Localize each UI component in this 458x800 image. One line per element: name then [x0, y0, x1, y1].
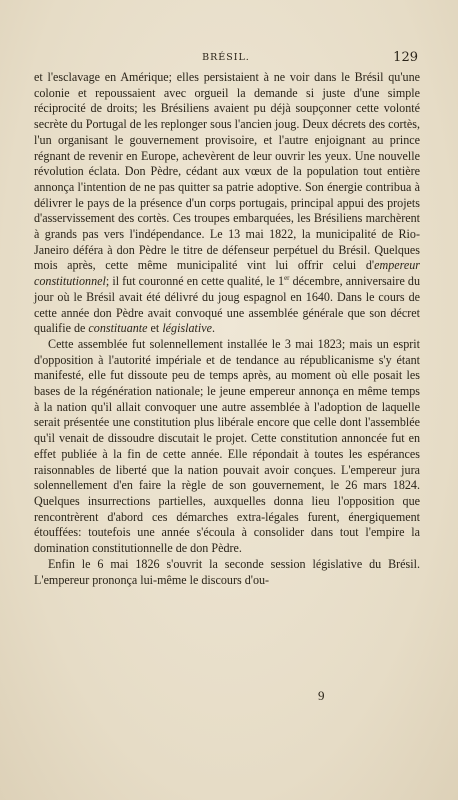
- page-header: [34, 52, 418, 68]
- page-number: 129: [393, 50, 418, 65]
- text-segment: Cette assemblée fut solennellement installée le 3 mai 1823; mais un esprit d'opposition à l'autorité impériale et de tendance au républicanisme s'y étant manifesté, elle fut dissoute peu de temps après, au moment où elle posait les bases de la régénération nationale; le jeune empereur annonça en même temps à la nation qu'il allait convoquer une autre assemblée à l'adoption de laquelle serait présentée une constitution plus libérale encore que celle dont l'assemblée qu'il venait de dissoudre discutait le projet. Cette constitution annoncée fut en effet publiée à la fin de cette année. Elle répondait à toutes les espérances raisonnables de liberté que la nation pouvait avoir conçues. L'empereur jura solennellement d'en faire la règle de son gouvernement, le 26 mars 1824. Quelques insurrections partielles, auxquelles donna lieu l'opposition que rencontrèrent d'abord ces démarches extra-légales furent, énergiquement étouffées: toutefois une année s'écoula à consolider dans tout l'empire la domination constitutionnelle de don Pèdre.: [34, 336, 420, 556]
- text-segment: et: [147, 321, 163, 336]
- signature-mark: 9: [318, 688, 325, 703]
- text-segment: et l'esclavage en Amérique; elles persistaient à ne voir dans le Brésil qu'une colonie et repoussaient avec orgueil la demande si juste d'une simple réciprocité de droits; les Brésiliens avaient pu déjà soupçonner cette volonté secrète du Portugal de les replonger sous l'ancien joug. Deux décrets des cortès, l'un organisant le gouvernement provisoire, et l'autre enjoignant au prince régnant de revenir en Europe, achevèrent de leur ouvrir les yeux. Une nouvelle révolution éclata. Don Pèdre, cédant aux vœux de la population tout entière annonça l'intention de ne pas quitter sa patrie adoptive. Son énergie contribua à délivrer le pays de la présence d'un corps portugais, principal appui des projets d'asservissement des cortès. Ces troupes embarquées, les Brésiliens marchèrent à grands pas vers l'indépendance. Le 13 mai 1822, la municipalité de Rio-Janeiro déféra à don Pèdre le titre de défenseur perpétuel du Brésil. Quelques mois après, cette même municipalité vint lui offrir celui d': [34, 70, 420, 273]
- superscript-text: er: [284, 274, 290, 283]
- italic-text: constituante: [88, 321, 148, 336]
- paragraph: [34, 70, 420, 337]
- text-segment: .: [212, 321, 216, 336]
- text-segment: ; il fut couronné en cette qualité, le 1: [105, 274, 285, 289]
- paragraph: [34, 337, 420, 557]
- body-text: [34, 70, 420, 588]
- text-segment: décembre, anniversaire du jour où le Brésil avait été délivré du joug espagnol en 1640. Dans le cours de cette année don Pèdre avait convoqué une assemblée générale que son décret qualifie de: [34, 274, 420, 336]
- text-segment: Enfin le 6 mai 1826 s'ouvrit la seconde session législative du Brésil. L'empereur prononça lui-même le discours d'ou-: [34, 556, 420, 587]
- paragraph: [34, 557, 420, 588]
- italic-text: empereur constitutionnel: [34, 258, 420, 289]
- running-title: BRÉSIL.: [202, 52, 250, 63]
- italic-text: législative: [162, 321, 213, 336]
